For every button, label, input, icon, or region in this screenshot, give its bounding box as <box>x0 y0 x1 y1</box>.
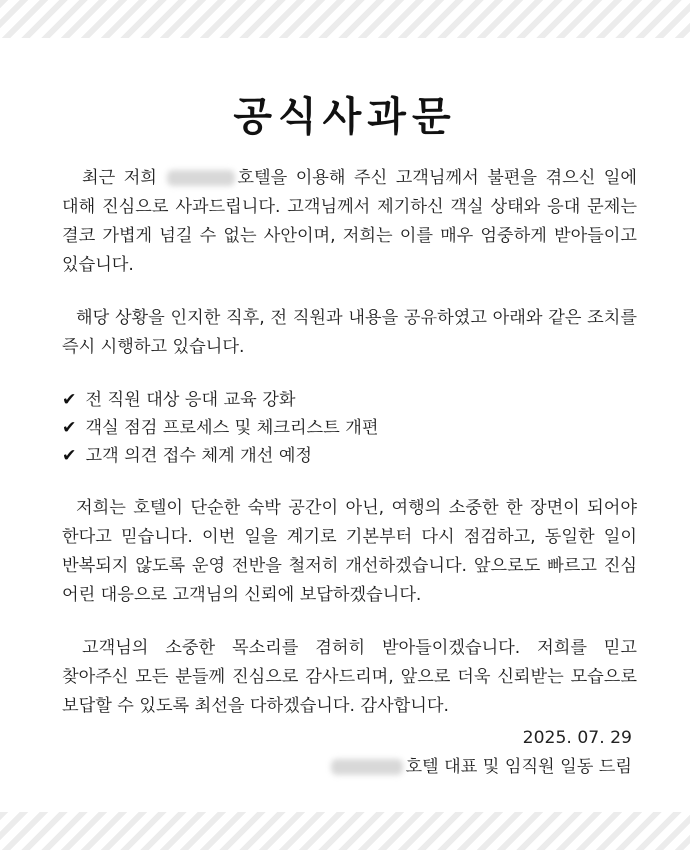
action-item-label: 고객 의견 접수 체계 개선 예정 <box>85 446 313 466</box>
paragraph-2-text: 해당 상황을 인지한 직후, 전 직원과 내용을 공유하였고 아래와 같은 조치를 즉시 시행하고 있습니다. <box>62 308 637 357</box>
redacted-hotel-name <box>167 170 235 186</box>
letter-body <box>62 164 637 721</box>
paragraph-2 <box>62 304 637 362</box>
paragraph-1-lead: 최근 저희 <box>82 168 157 188</box>
paragraph-4 <box>62 634 637 721</box>
list-item <box>62 386 637 414</box>
paragraph-4-text: 고객님의 소중한 목소리를 겸허히 받아들이겠습니다. 저희를 믿고 찾아주신 모든 분들께 진심으로 감사드리며, 앞으로 더욱 신뢰받는 모습으로 보답할 수 있도록 최선을 다하겠습니다. 감사합니다. <box>62 638 637 716</box>
signature-date: 2025. 07. 29 <box>522 728 632 748</box>
paragraph-1 <box>62 164 637 280</box>
list-item <box>62 414 637 442</box>
list-item <box>62 442 637 470</box>
paragraph-3-text: 저희는 호텔이 단순한 숙박 공간이 아닌, 여행의 소중한 한 장면이 되어야 한다고 믿습니다. 이번 일을 계기로 기본부터 다시 점검하고, 동일한 일이 반복되지 않도록 운영 전반을 철저히 개선하겠습니다. 앞으로도 빠르고 진심 어린 대응으로 고객님의 신뢰에 보답하겠습니다. <box>62 498 637 605</box>
action-checklist <box>62 386 637 470</box>
action-item-label: 객실 점검 프로세스 및 체크리스트 개편 <box>85 418 379 438</box>
paragraph-1-text: 호텔을 이용해 주신 고객님께서 불편을 겪으신 일에 대해 진심으로 사과드립니다. 고객님께서 제기하신 객실 상태와 응대 문제는 결코 가볍게 넘길 수 없는 사안이며, 저희는 이를 매우 엄중하게 받아들이고 있습니다. <box>62 168 637 275</box>
checkmark-icon: ✔ <box>62 418 77 438</box>
signature-block <box>329 724 632 782</box>
action-item-label: 전 직원 대상 응대 교육 강화 <box>85 390 296 410</box>
redacted-hotel-name <box>331 759 403 775</box>
top-stripe-decoration <box>0 0 690 38</box>
bottom-stripe-decoration <box>0 812 690 850</box>
signature-sender <box>329 753 632 782</box>
signature-sender-text: 호텔 대표 및 임직원 일동 드림 <box>405 757 632 777</box>
checkmark-icon: ✔ <box>62 446 77 466</box>
paragraph-3 <box>62 494 637 610</box>
page-title: 공식사과문 <box>233 94 457 140</box>
checkmark-icon: ✔ <box>62 390 77 410</box>
